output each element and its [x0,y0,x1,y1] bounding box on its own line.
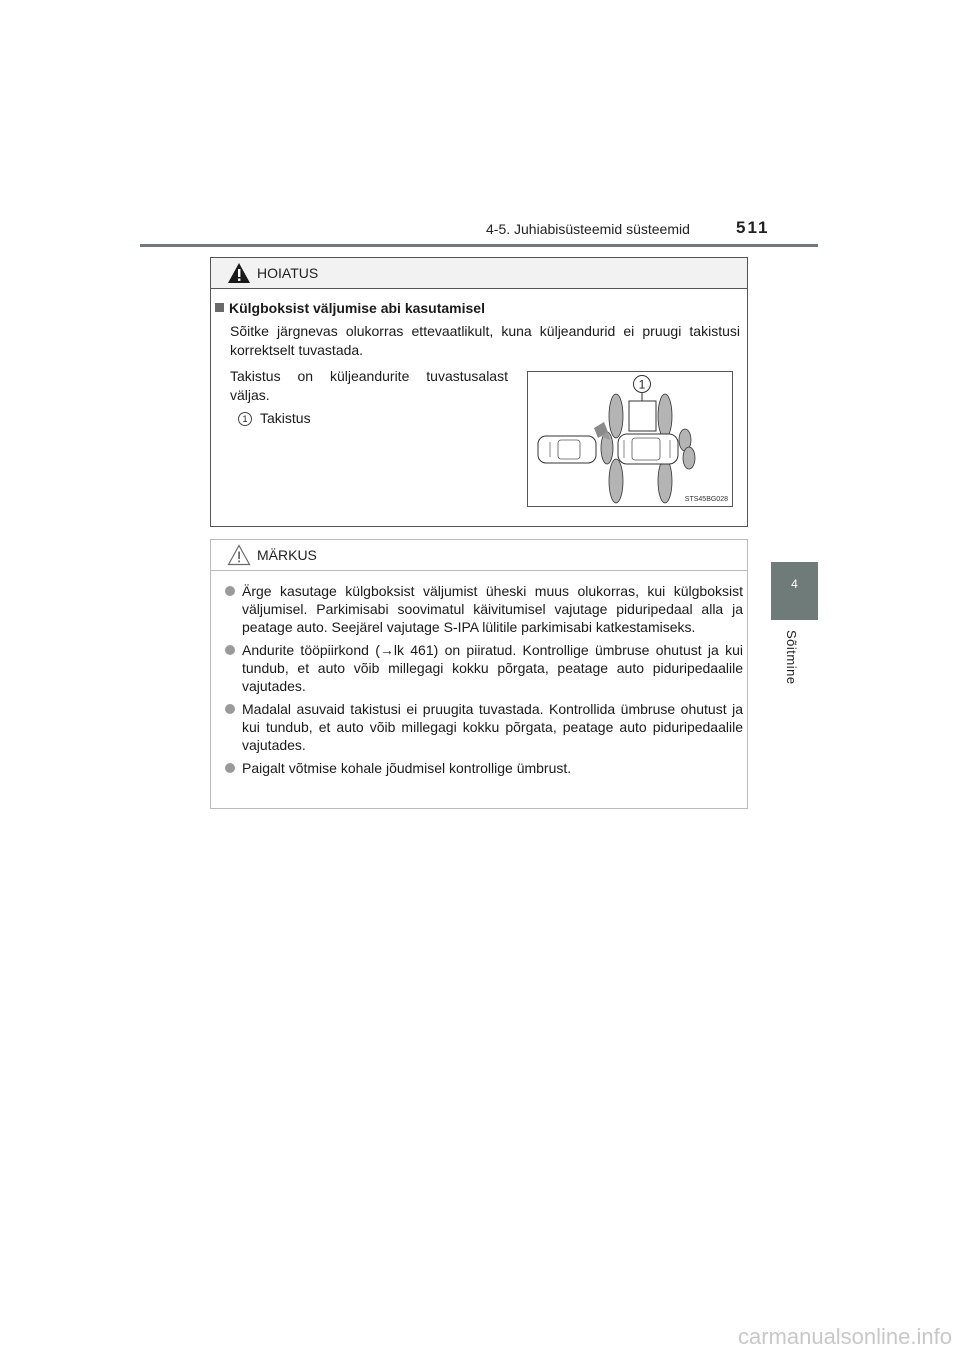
square-bullet-icon [215,303,224,312]
page-number: 511 [736,218,770,237]
figure-callout: 1 [638,377,646,392]
legend-number: 1 [238,412,252,426]
parking-sensor-diagram [528,372,732,506]
warning-detail: Takistus on küljeandurite tuvastusalast väljas. [230,368,508,403]
chapter-tab[interactable] [771,562,818,620]
list-item: Paigalt võtmise kohale jõudmisel kontrollige ümbrust. [225,759,743,777]
list-item: Madalal asuvaid takistusi ei pruugita tuvastada. Kontrollida ümbruse ohutust ja kui tundub, et auto võib millegagi kokku põrgata, peatage auto piduripedaalile vajutades. [225,700,743,754]
bullet-dot-icon [225,586,235,596]
list-item: Andurite tööpiirkond (→lk 461) on piiratud. Kontrollige ümbruse ohutust ja kui tundub, et auto võib millegagi kokku põrgata, peatage auto piduripedaalile vajutades. [225,641,743,695]
warning-label: HOIATUS [257,265,319,281]
caution-triangle-icon [227,544,251,566]
chapter-number: 4 [791,577,798,591]
warning-section-title: Külgboksist väljumise abi kasutamisel [215,300,485,316]
legend-text: Takistus [260,410,311,426]
watermark: carmanualsonline.info [737,1324,952,1349]
note-box [210,539,748,809]
note-label: MÄRKUS [257,547,317,563]
note-header [211,540,747,571]
figure-legend [238,410,311,426]
warning-triangle-icon [227,262,251,284]
parking-figure [527,371,733,507]
note-list [225,582,743,782]
warning-header [211,258,747,289]
bullet-dot-icon [225,704,235,714]
warning-box [210,257,748,527]
list-item: Ärge kasutage külgboksist väljumist üheski muus olukorras, kui külgboksist väljumisel. Parkimisabi soovimatul käivitumisel vajutage piduripedaal alla ja peatage auto. Seejärel vajutage S-IPA lülitile parkimisabi katkestamiseks. [225,582,743,636]
header-section-title: 4-5. Juhiabisüsteemid süsteemid [486,221,690,237]
bullet-dot-icon [225,645,235,655]
header-rule [140,244,818,247]
chapter-title: Sõitmine [784,630,799,685]
warning-intro: Sõitke järgnevas olukorras ettevaatlikult, kuna küljeandurid ei pruugi takistusi korrektselt tuvastada. [230,323,740,358]
bullet-dot-icon [225,763,235,773]
figure-code: STS45BG028 [684,496,728,503]
